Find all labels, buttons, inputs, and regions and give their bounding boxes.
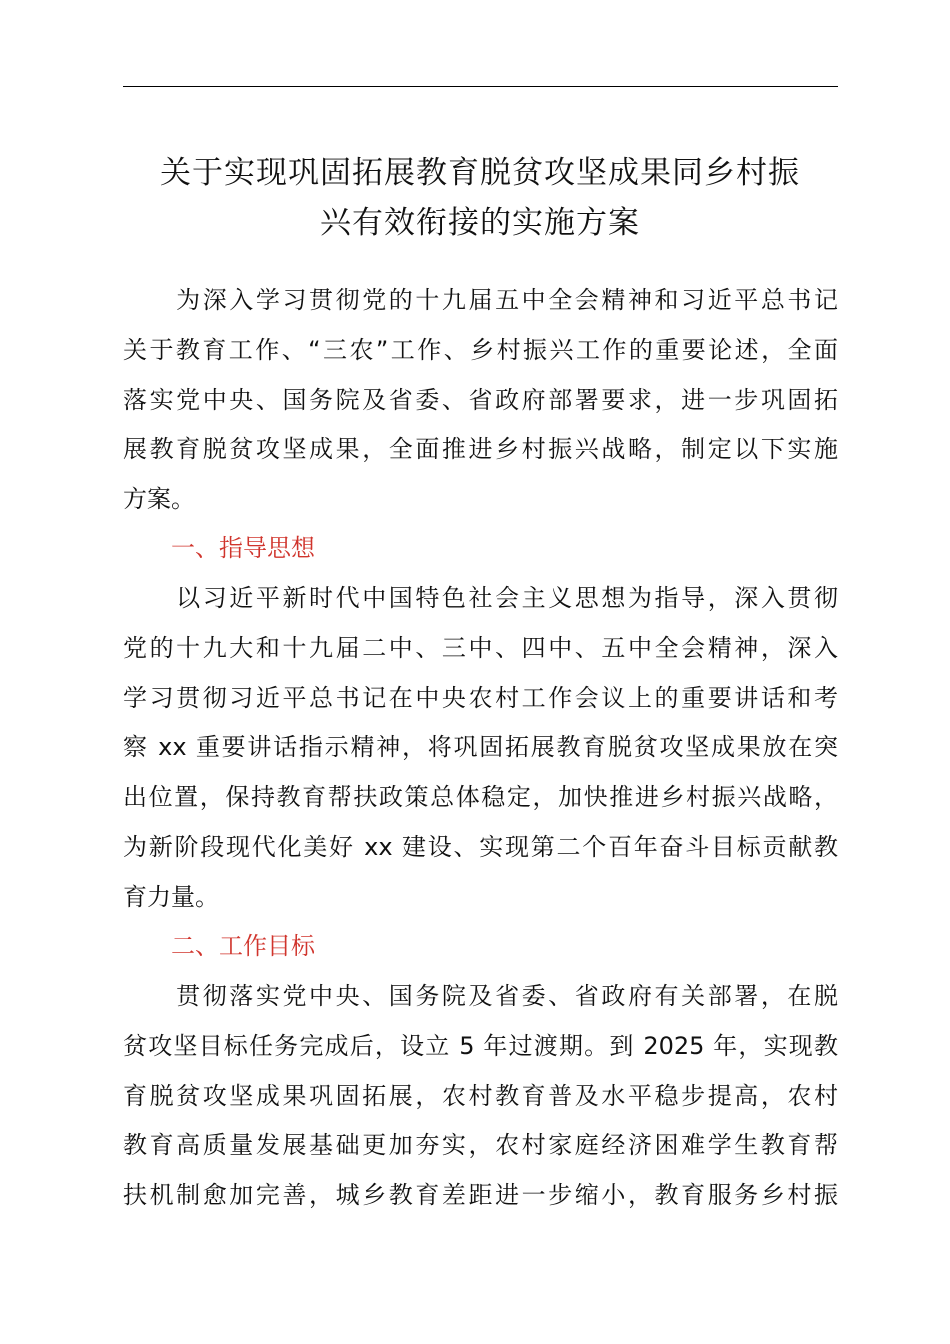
paragraph-line: 扶机制愈加完善，城乡教育差距进一步缩小，教育服务乡村振 xyxy=(123,1181,838,1210)
paragraph-line: 落实党中央、国务院及省委、省政府部署要求，进一步巩固拓 xyxy=(123,385,838,414)
document-title xyxy=(100,148,860,248)
intro-paragraph xyxy=(123,276,838,525)
paragraph-line: 党的十九大和十九届二中、三中、四中、五中全会精神，深入 xyxy=(123,633,838,662)
paragraph-line: 学习贯彻习近平总书记在中央农村工作会议上的重要讲话和考 xyxy=(123,683,838,712)
header-rule xyxy=(123,86,838,87)
paragraph-line: 育脱贫攻坚成果巩固拓展，农村教育普及水平稳步提高，农村 xyxy=(123,1081,838,1110)
paragraph-line: 育力量。 xyxy=(123,882,219,911)
paragraph-line: 为深入学习贯彻党的十九届五中全会精神和习近平总书记 xyxy=(123,286,838,314)
section-heading-work-goals: 二、工作目标 xyxy=(171,932,315,960)
guiding-ideology-paragraph xyxy=(123,574,838,923)
paragraph-line: 为新阶段现代化美好 xx 建设、实现第二个百年奋斗目标贡献教 xyxy=(123,832,838,861)
paragraph-line: 以习近平新时代中国特色社会主义思想为指导，深入贯彻 xyxy=(123,584,838,612)
paragraph-line: 察 xx 重要讲话指示精神，将巩固拓展教育脱贫攻坚成果放在突 xyxy=(123,733,838,762)
paragraph-line: 教育高质量发展基础更加夯实，农村家庭经济困难学生教育帮 xyxy=(123,1131,838,1160)
title-line: 关于实现巩固拓展教育脱贫攻坚成果同乡村振 xyxy=(160,155,800,191)
paragraph-line: 贯彻落实党中央、国务院及省委、省政府有关部署，在脱 xyxy=(123,982,838,1010)
paragraph-line: 展教育脱贫攻坚成果，全面推进乡村振兴战略，制定以下实施 xyxy=(123,435,838,464)
paragraph-line: 贫攻坚目标任务完成后，设立 5 年过渡期。到 2025 年，实现教 xyxy=(123,1031,838,1060)
title-line: 兴有效衔接的实施方案 xyxy=(320,205,640,241)
work-goals-paragraph xyxy=(123,972,838,1221)
paragraph-line: 方案。 xyxy=(123,485,195,514)
section-heading-guiding-ideology: 一、指导思想 xyxy=(171,534,315,562)
paragraph-line: 关于教育工作、“三农”工作、乡村振兴工作的重要论述，全面 xyxy=(123,335,838,364)
paragraph-line: 出位置，保持教育帮扶政策总体稳定，加快推进乡村振兴战略， xyxy=(123,783,838,812)
